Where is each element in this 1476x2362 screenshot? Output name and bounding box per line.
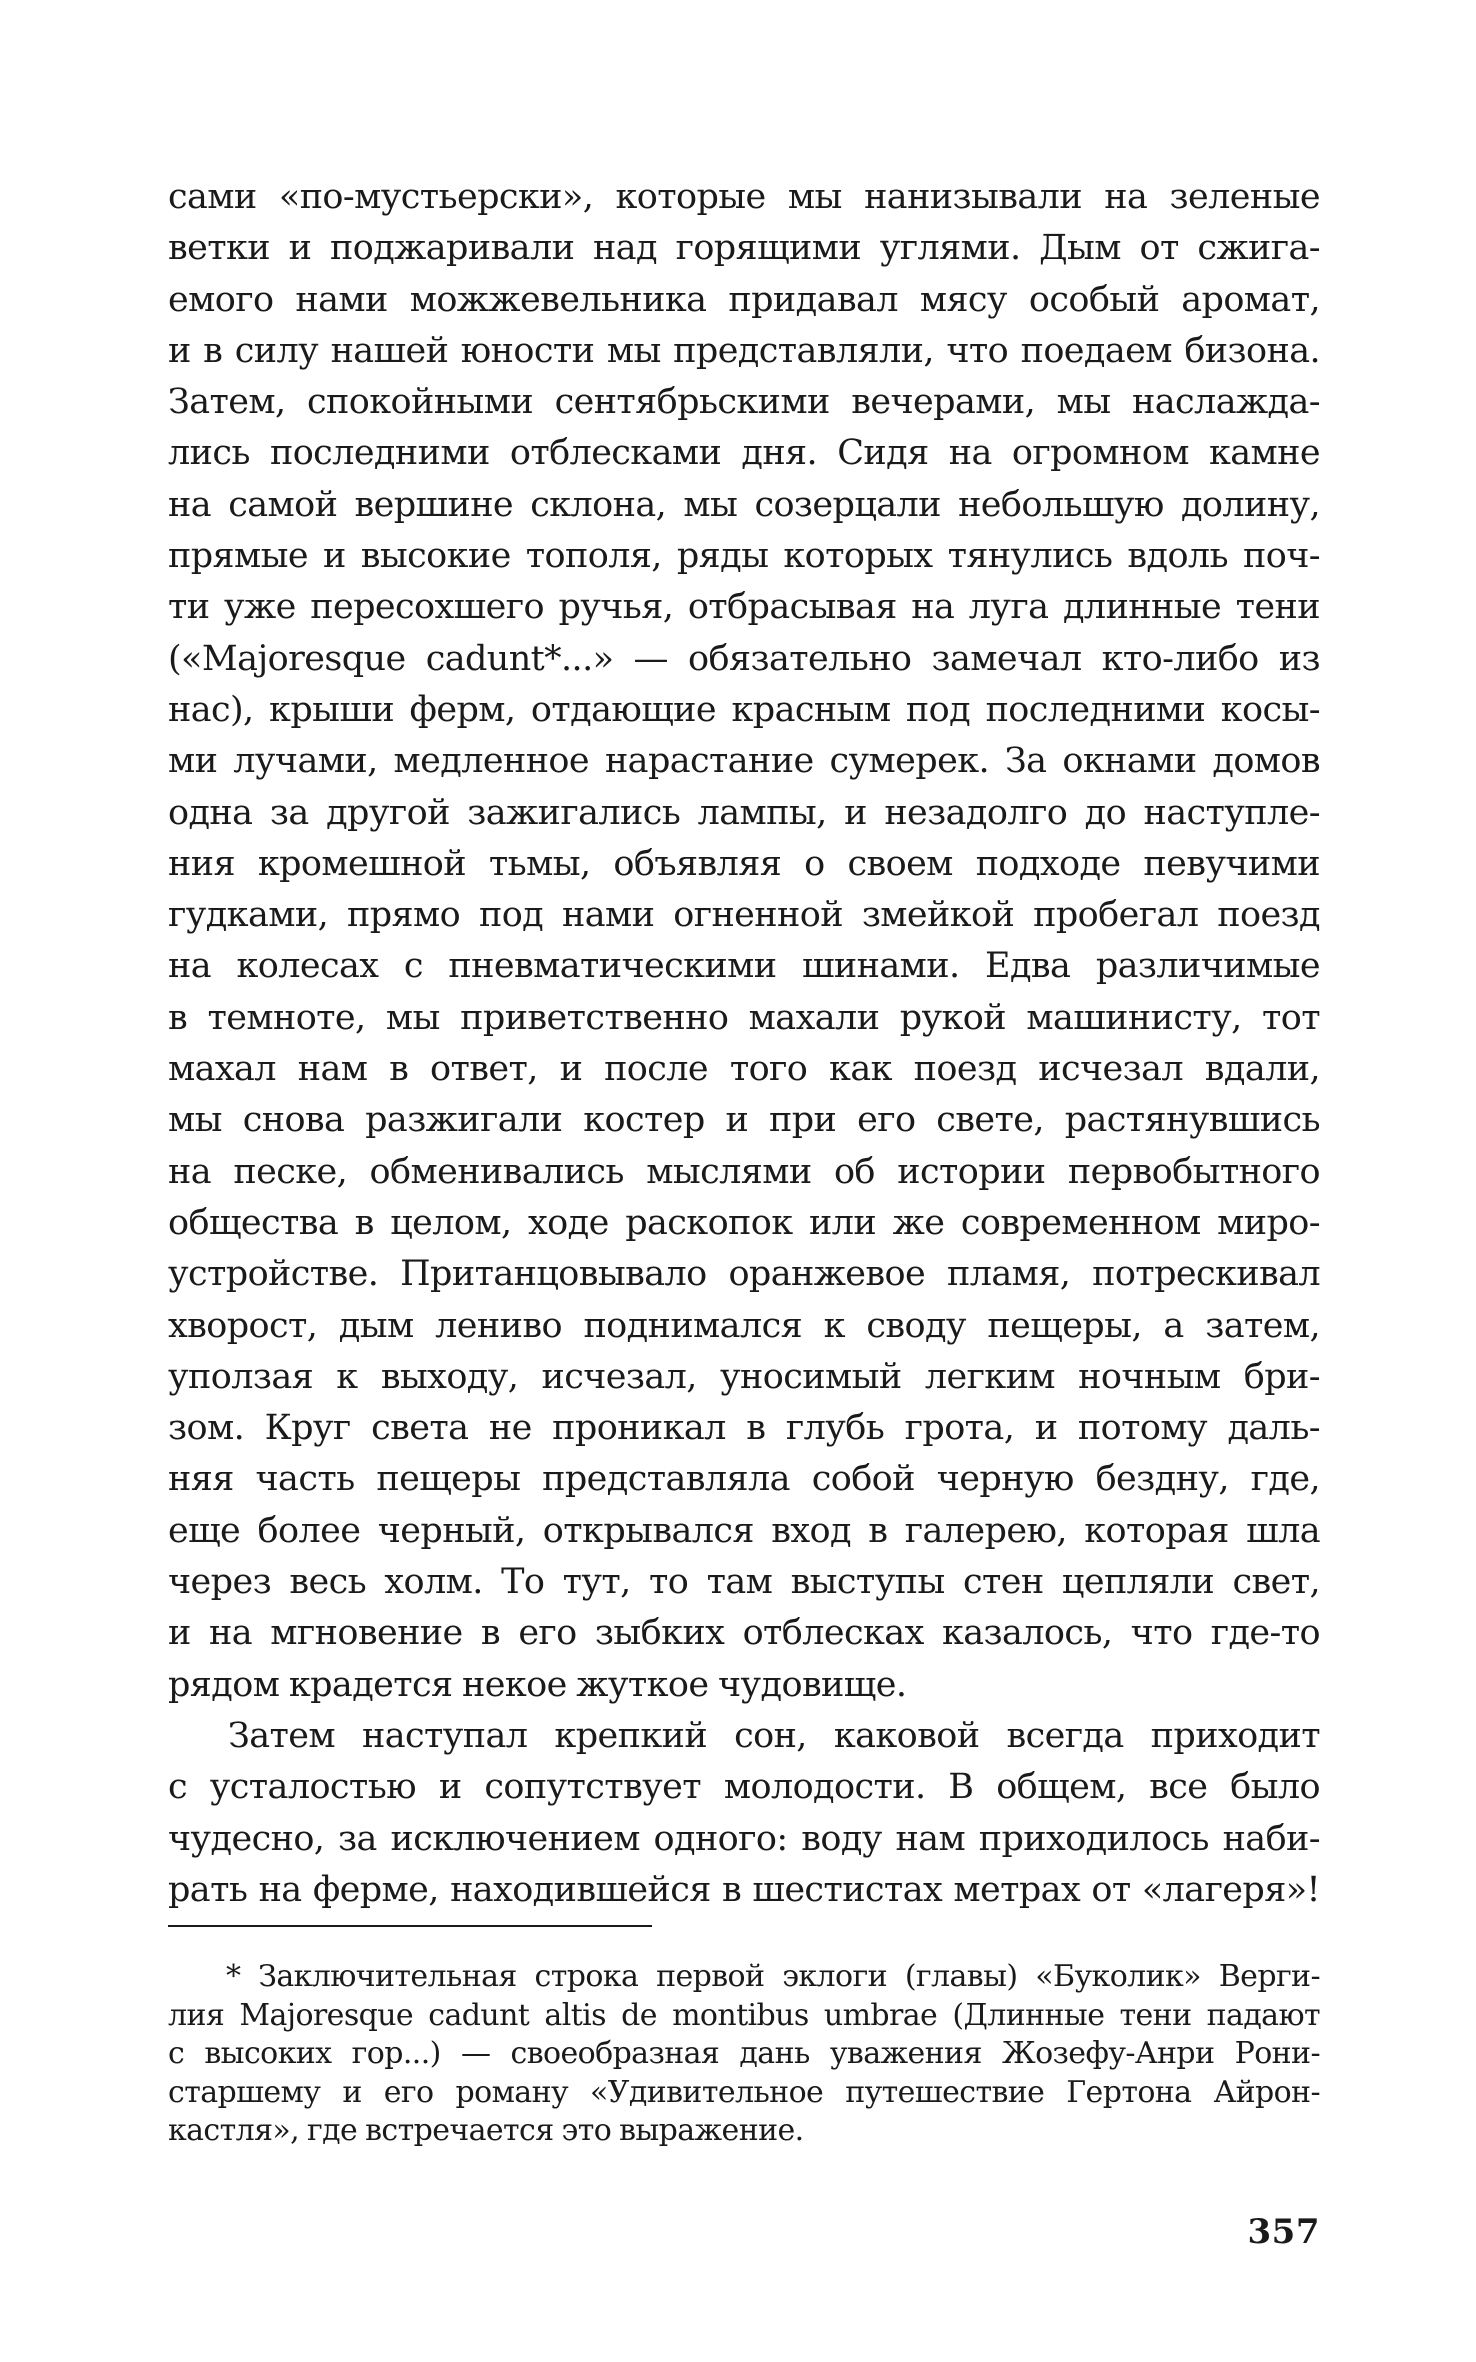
text-line: хворост, дым лениво поднимался к своду пещеры, а затем, <box>168 1305 1320 1346</box>
text-line: уползая к выходу, исчезал, уносимый легким ночным бри- <box>168 1356 1320 1397</box>
text-line: на колесах с пневматическими шинами. Едва различимые <box>168 946 1320 987</box>
text-line: ния кромешной тьмы, объявляя о своем подходе певучими <box>168 843 1320 884</box>
footnote-line: с высоких гор...) — своеобразная дань уважения Жозефу-Анри Рони- <box>168 2036 1320 2072</box>
text-line: зом. Круг света не проникал в глубь грота, и потому даль- <box>168 1408 1320 1449</box>
text-line: устройстве. Пританцовывало оранжевое пламя, потрескивал <box>168 1254 1320 1295</box>
text-line: прямые и высокие тополя, ряды которых тянулись вдоль поч- <box>168 536 1320 577</box>
text-line: сами «по-мустьерски», которые мы нанизывали на зеленые <box>168 177 1320 217</box>
text-line: в темноте, мы приветственно махали рукой машинисту, тот <box>168 997 1320 1038</box>
text-line: нас), крыши ферм, отдающие красным под последними косы- <box>168 689 1320 730</box>
text-line: махал нам в ответ, и после того как поезд исчезал вдали, <box>168 1049 1320 1090</box>
text-line: Затем, спокойными сентябрьскими вечерами, мы наслажда- <box>168 382 1320 423</box>
text-line: емого нами можжевельника придавал мясу особый аромат, <box>168 279 1320 320</box>
main-text <box>168 172 1320 1916</box>
text-line: и на мгновение в его зыбких отблесках казалось, что где-то <box>168 1613 1320 1654</box>
page-number: 357 <box>1247 2212 1320 2252</box>
text-line: общества в целом, ходе раскопок или же современном миро- <box>168 1202 1320 1243</box>
text-line: чудесно, за исключением одного: воду нам приходилось наби- <box>168 1818 1320 1859</box>
footnote-line: лия Majoresque cadunt altis de montibus umbrae (Длинные тени падают <box>168 1997 1320 2033</box>
text-line: через весь холм. То тут, то там выступы стен цепляли свет, <box>168 1562 1320 1603</box>
text-line: на самой вершине склона, мы созерцали небольшую долину, <box>168 484 1320 525</box>
footnote-line: * Заключительная строка первой эклоги (главы) «Буколик» Верги- <box>226 1959 1320 1994</box>
text-line: с усталостью и сопутствует молодости. В общем, все было <box>168 1767 1320 1808</box>
text-line: и в силу нашей юности мы представляли, что поедаем бизона. <box>168 330 1320 371</box>
text-line: ми лучами, медленное нарастание сумерек. За окнами домов <box>168 741 1320 782</box>
text-line: рядом крадется некое жуткое чудовище. <box>168 1664 907 1705</box>
text-line: («Majoresque cadunt*...» — обязательно замечал кто-либо из <box>168 638 1320 679</box>
text-line: одна за другой зажигались лампы, и незадолго до наступле- <box>168 792 1320 833</box>
text-line: рать на ферме, находившейся в шестистах метрах от «лагеря»! <box>168 1869 1320 1910</box>
text-line: еще более черный, открывался вход в галерею, которая шла <box>168 1510 1320 1551</box>
footnote <box>168 1958 1320 2151</box>
footnote-line: кастля», где встречается это выражение. <box>168 2113 804 2149</box>
text-line: няя часть пещеры представляла собой черную бездну, где, <box>168 1459 1320 1500</box>
text-line: Затем наступал крепкий сон, каковой всегда приходит <box>228 1715 1320 1756</box>
text-line: на песке, обменивались мыслями об истории первобытного <box>168 1151 1320 1192</box>
footnote-line: старшему и его роману «Удивительное путешествие Гертона Айрон- <box>168 2074 1320 2110</box>
text-line: мы снова разжигали костер и при его свете, растянувшись <box>168 1100 1320 1141</box>
text-line: ветки и поджаривали над горящими углями. Дым от сжига- <box>168 228 1320 269</box>
text-line: лись последними отблесками дня. Сидя на огромном камне <box>168 433 1320 474</box>
text-line: ти уже пересохшего ручья, отбрасывая на луга длинные тени <box>168 587 1320 628</box>
footnote-divider <box>168 1925 652 1927</box>
text-line: гудками, прямо под нами огненной змейкой пробегал поезд <box>168 895 1320 936</box>
